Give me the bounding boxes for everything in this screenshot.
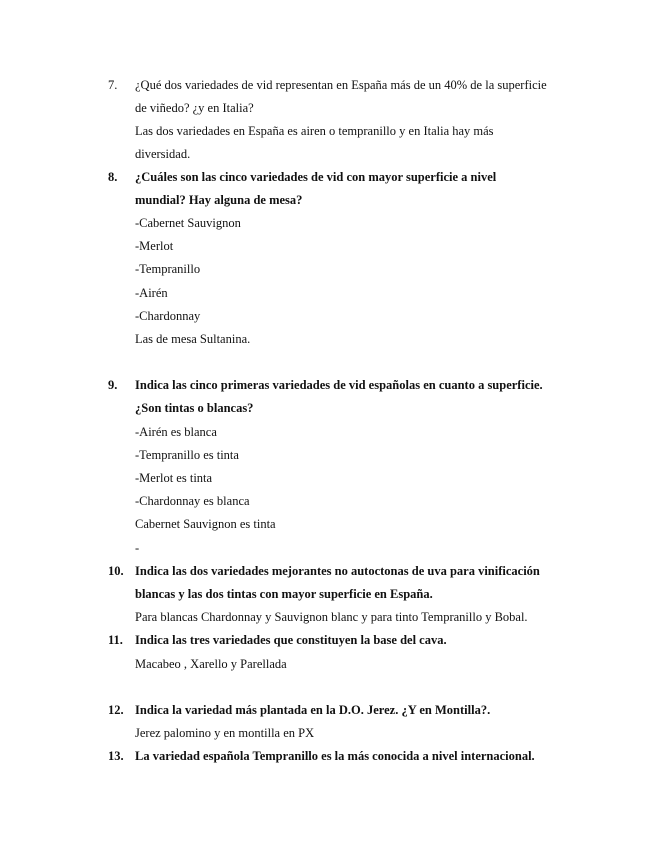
answer-line: -Airén es blanca	[135, 425, 217, 439]
question-text-line: ¿Qué dos variedades de vid representan en España más de un 40% de la superficie	[135, 78, 547, 92]
answer-line: Las dos variedades en España es airen o tempranillo y en Italia hay más	[135, 124, 494, 138]
question-text-line: Indica la variedad más plantada en la D.O. Jerez. ¿Y en Montilla?.	[135, 703, 491, 717]
question-text-line: mundial? Hay alguna de mesa?	[135, 193, 303, 207]
answer-line: -Cabernet Sauvignon	[135, 216, 241, 230]
answer-line: -Chardonnay	[135, 309, 201, 323]
answer-line: -Merlot es tinta	[135, 471, 213, 485]
answer-line: -Chardonnay es blanca	[135, 494, 250, 508]
answer-line: diversidad.	[135, 147, 191, 161]
answer-line: -	[135, 541, 140, 555]
question-text-line: blancas y las dos tintas con mayor superficie en España.	[135, 587, 433, 601]
answer-line: Las de mesa Sultanina.	[135, 332, 251, 346]
question-text-line: ¿Son tintas o blancas?	[135, 401, 254, 415]
answer-line: Cabernet Sauvignon es tinta	[135, 517, 276, 531]
answer-line: Para blancas Chardonnay y Sauvignon blanc y para tinto Tempranillo y Bobal.	[135, 610, 528, 624]
question-number: 11.	[108, 633, 123, 647]
question-number: 12.	[108, 703, 124, 717]
question-number: 13.	[108, 749, 124, 763]
answer-line: Jerez palomino y en montilla en PX	[135, 726, 315, 740]
question-text-line: La variedad española Tempranillo es la más conocida a nivel internacional.	[135, 749, 535, 763]
question-number: 9.	[108, 378, 118, 392]
question-number: 7.	[108, 78, 118, 92]
answer-line: Macabeo , Xarello y Parellada	[135, 657, 287, 671]
question-number: 10.	[108, 564, 124, 578]
answer-line: -Merlot	[135, 239, 174, 253]
answer-line: -Airén	[135, 286, 168, 300]
question-text-line: Indica las tres variedades que constituyen la base del cava.	[135, 633, 447, 647]
question-text-line: Indica las cinco primeras variedades de vid españolas en cuanto a superficie.	[135, 378, 543, 392]
answer-line: -Tempranillo es tinta	[135, 448, 239, 462]
answer-line: -Tempranillo	[135, 262, 201, 276]
question-text-line: de viñedo? ¿y en Italia?	[135, 101, 254, 115]
question-number: 8.	[108, 170, 118, 184]
question-text-line: Indica las dos variedades mejorantes no autoctonas de uva para vinificación	[135, 564, 540, 578]
question-text-line: ¿Cuáles son las cinco variedades de vid con mayor superficie a nivel	[135, 170, 497, 184]
